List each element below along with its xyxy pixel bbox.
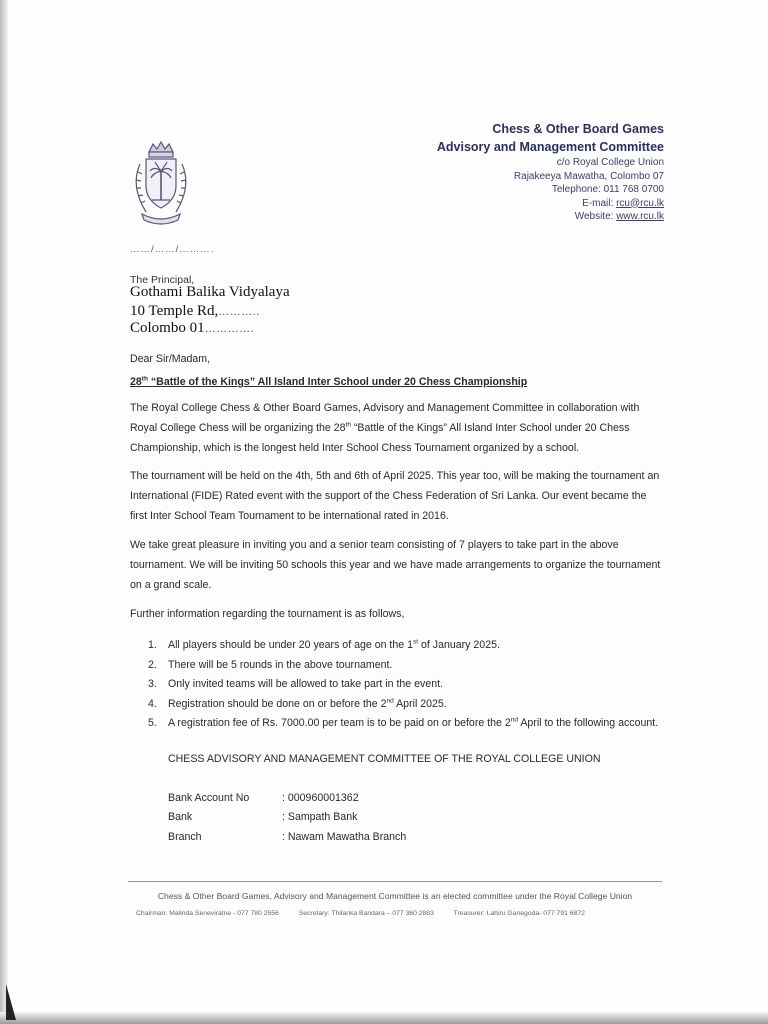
page-bottom-shadow [0,1012,768,1024]
list-text: Registration should be done on or before the 2 [168,697,387,710]
recipient-city-line [130,320,254,337]
footer-secretary: Secretary: Thilanka Bandara – 077 360 2883 [298,910,434,917]
paragraph-invitation: We take great pleasure in inviting you and a senior team consisting of 7 players to take part in the above tournament. We will be inviting 50 schools this year and we have made arrangements to organize the tournament on a grand scale. [130,539,661,591]
list-number: 2. [148,658,157,671]
list-text: There will be 5 rounds in the above tournament. [168,658,393,671]
letterhead [437,120,664,224]
list-sup: st [413,638,419,646]
list-number: 4. [148,697,157,710]
page-corner-mark [6,984,16,1020]
branch-label: Branch [168,831,202,843]
list-number: 5. [148,717,157,729]
subject-sup: th [141,375,148,383]
list-item [148,695,668,715]
page-edge-shadow [0,0,8,1024]
list-text: A registration fee of Rs. 7000.00 per team is to be paid on or before the 2 [168,717,511,729]
list-text: April to the following account. [517,717,659,729]
address-line1: c/o Royal College Union [556,157,664,168]
p1-text-a: The Royal College Chess & Other Board Games, Advisory and Management Committee in collaboration with Royal College Chess will be organizing the 28 [130,402,640,434]
address-line2: Rajakeeya Mawatha, Colombo 07 [513,170,664,182]
list-item [148,656,668,676]
list-number: 3. [148,678,157,690]
bank-row [168,808,357,828]
website-line [437,210,664,224]
bank-label: Bank [168,811,193,823]
paragraph-intro [130,398,664,458]
list-sup: nd [386,696,394,704]
branch-row [168,828,406,848]
list-item [148,675,668,695]
branch-value: : Nawam Mawatha Branch [282,831,407,843]
recipient-title: The Principal, [130,274,195,286]
list-item [148,714,668,734]
website-label: Website: [574,211,617,222]
telephone: Telephone: 011 768 0700 [551,184,664,195]
footer-chairman: Chairman: Malinda Seneviratne - 077 780 2556 [136,910,279,917]
paragraph-further-info: Further information regarding the tournament is as follows, [130,608,405,620]
list-text: of January 2025. [418,639,500,651]
recipient-street-line [130,303,260,320]
list-item [148,636,668,656]
website-link[interactable]: www.rcu.lk [616,211,664,222]
footer-treasurer: Treasurer: Lahiru Ganegoda- 077 791 6872 [453,910,585,917]
footer-statement: Chess & Other Board Games, Advisory and Management Committee is an elected committee under the Royal College Union [157,891,633,901]
committee-name-line1: Chess & Other Board Games [492,122,664,136]
account-number-label: Bank Account No [168,792,250,804]
account-number-value: : 000960001362 [282,792,359,804]
list-number: 1. [148,639,157,651]
subject-line [130,376,527,388]
recipient-city: Colombo 01 [130,320,205,336]
list-text: April 2025. [393,697,447,710]
recipient-school: Gothami Balika Vidyalaya [130,284,290,300]
bank-value: : Sampath Bank [282,811,358,823]
committee-name-line2: Advisory and Management Committee [436,140,664,154]
list-sup: nd [510,716,518,724]
p1-text-b: “Battle of the Kings” All Island Inter School under 20 Chess Championship, which is the longest held Inter School Chess Tournament organized by a school. [130,422,630,454]
account-name: CHESS ADVISORY AND MANAGEMENT COMMITTEE OF THE ROYAL COLLEGE UNION [168,753,601,765]
city-dots: …………. [204,323,255,335]
royal-college-crest-logo [126,138,196,230]
email-line [437,197,664,211]
recipient-street: 10 Temple Rd, [130,303,219,319]
footer-divider [128,881,662,882]
email-label: E-mail: [582,197,617,209]
account-number-row [168,789,359,809]
tournament-info-list [148,636,668,734]
subject-number: 28 [130,376,142,388]
footer-contacts [136,910,603,917]
p1-sup: th [345,421,351,429]
paragraph-dates: The tournament will be held on the 4th, 5th and 6th of April 2025. This year too, will be making the tournament an International (FIDE) Rated event with the support of the Chess Federation of Sri Lanka. Our event became the first Inter School Team Tournament to be international rated in 2016. [130,470,660,522]
salutation: Dear Sir/Madam, [130,353,211,365]
list-text: All players should be under 20 years of age on the 1 [168,639,413,651]
list-text: Only invited teams will be allowed to take part in the event. [168,678,443,690]
email-link[interactable]: rcu@rcu.lk [616,197,664,209]
subject-text: “Battle of the Kings” All Island Inter School under 20 Chess Championship [147,376,528,388]
date-placeholder: ……/……/………. [130,244,215,255]
street-dots: ……….. [218,306,260,318]
